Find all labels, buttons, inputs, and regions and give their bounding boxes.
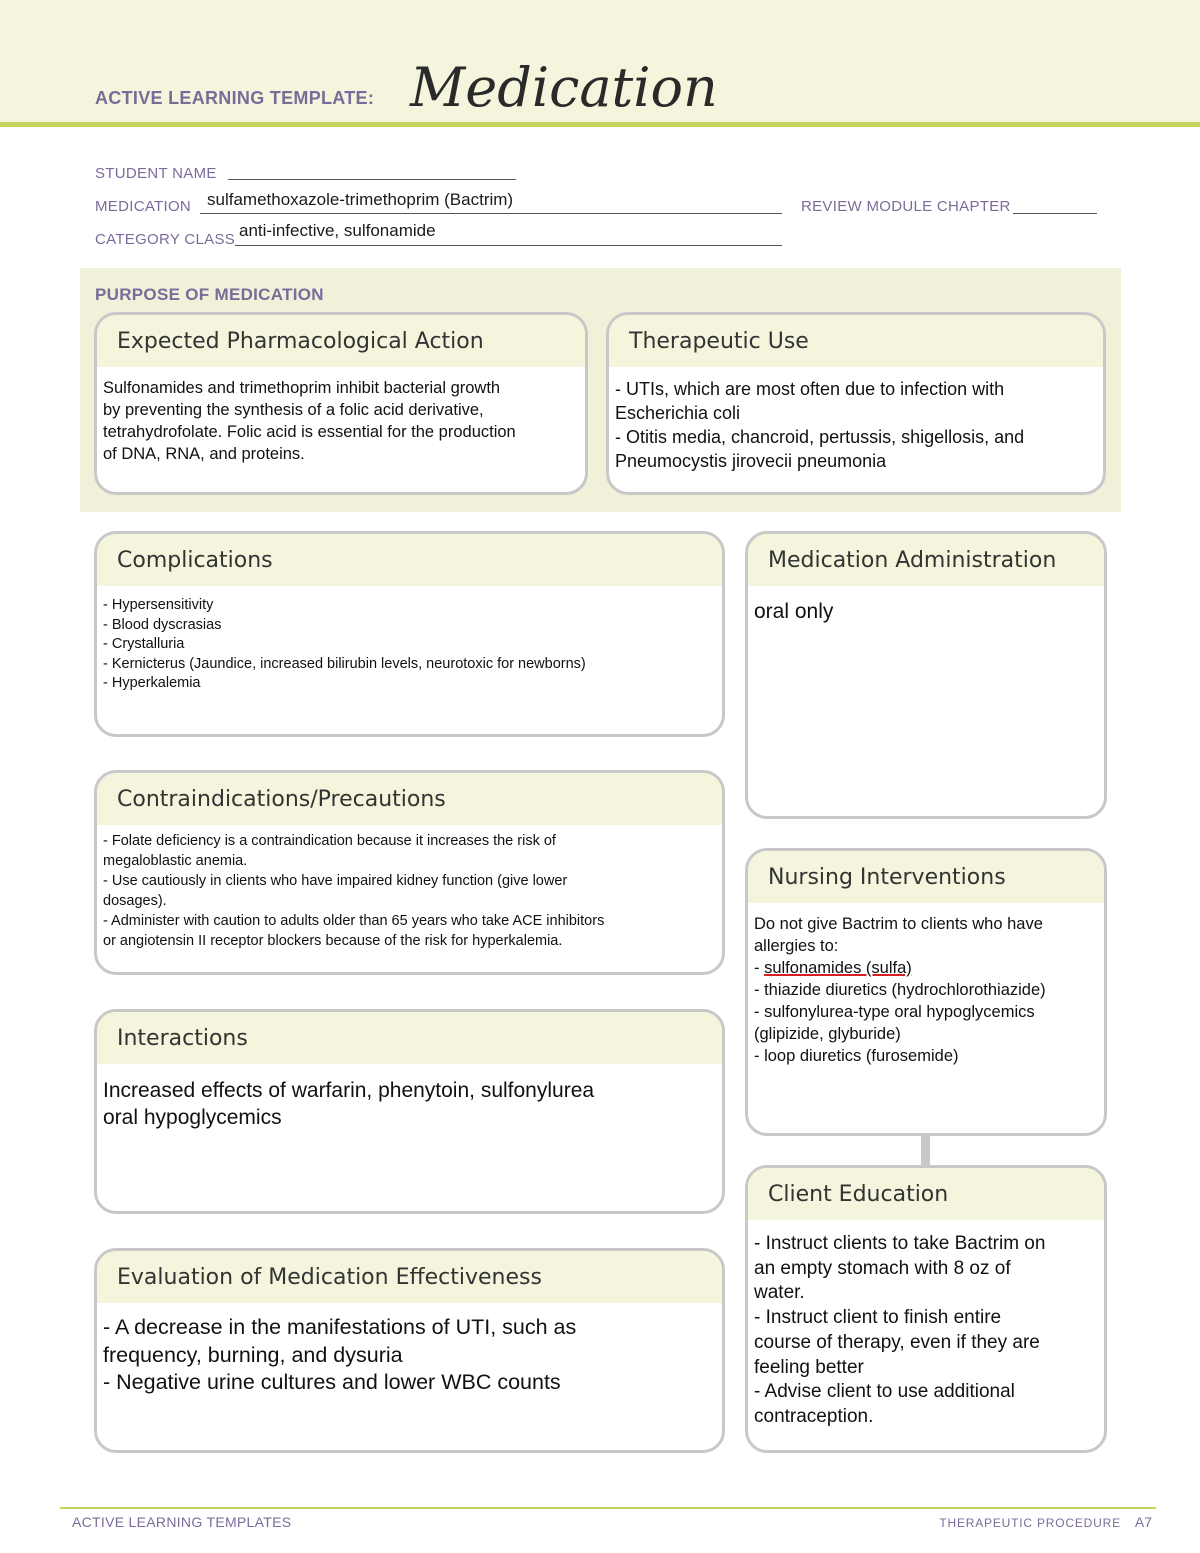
therapeutic-use-title: Therapeutic Use xyxy=(609,315,1103,367)
medication-value: sulfamethoxazole-trimethoprim (Bactrim) xyxy=(207,190,514,209)
footer-right xyxy=(939,1514,1152,1530)
footer-right-label: THERAPEUTIC PROCEDURE xyxy=(939,1516,1121,1530)
client-education-line: feeling better xyxy=(754,1356,864,1378)
therapeutic-use-line: Escherichia coli xyxy=(615,403,741,423)
client-education-line: an empty stomach with 8 oz of xyxy=(754,1257,1011,1279)
administration-card xyxy=(745,531,1107,819)
therapeutic-use-line: - Otitis media, chancroid, pertussis, shigellosis, and xyxy=(615,427,1025,447)
expected-action-line: Sulfonamides and trimethoprim inhibit bacterial growth xyxy=(103,379,501,397)
footer-divider xyxy=(60,1507,1156,1509)
contraindications-card xyxy=(94,770,725,975)
client-education-title: Client Education xyxy=(748,1168,1104,1220)
nursing-line: - sulfonylurea-type oral hypoglycemics xyxy=(754,1003,1035,1021)
page-title: Medication xyxy=(410,56,718,119)
contraindications-line: - Administer with caution to adults older than 65 years who take ACE inhibitors xyxy=(103,913,605,929)
therapeutic-use-card xyxy=(606,312,1106,495)
client-education-line: - Advise client to use additional xyxy=(754,1381,1015,1403)
complications-line: - Kernicterus (Jaundice, increased bilirubin levels, neurotoxic for newborns) xyxy=(103,655,586,672)
client-education-line: course of therapy, even if they are xyxy=(754,1331,1040,1353)
expected-action-line: tetrahydrofolate. Folic acid is essential for the production xyxy=(103,423,516,441)
therapeutic-use-line: - UTIs, which are most often due to infection with xyxy=(615,379,1005,399)
category-class-label: CATEGORY CLASS xyxy=(95,231,236,248)
therapeutic-use-line: Pneumocystis jirovecii pneumonia xyxy=(615,451,887,471)
complications-line: - Blood dyscrasias xyxy=(103,616,222,633)
expected-action-line: of DNA, RNA, and proteins. xyxy=(103,445,305,463)
contraindications-line: megaloblastic anemia. xyxy=(103,853,248,869)
contraindications-line: or angiotensin II receptor blockers because of the risk for hyperkalemia. xyxy=(103,933,563,949)
complications-title: Complications xyxy=(97,534,722,586)
expected-action-line: by preventing the synthesis of a folic acid derivative, xyxy=(103,401,484,419)
review-module-field[interactable] xyxy=(1013,197,1097,214)
page-number: A7 xyxy=(1134,1514,1152,1530)
student-name-label: STUDENT NAME xyxy=(95,165,217,182)
header-divider xyxy=(0,122,1200,127)
administration-title: Medication Administration xyxy=(748,534,1104,586)
complications-line: - Hyperkalemia xyxy=(103,675,201,691)
nursing-title: Nursing Interventions xyxy=(748,851,1104,903)
interactions-title: Interactions xyxy=(97,1012,722,1064)
contraindications-line: dosages). xyxy=(103,893,167,909)
expected-action-card xyxy=(94,312,588,495)
interactions-card xyxy=(94,1009,725,1214)
card-connector xyxy=(921,1136,930,1166)
evaluation-line: - Negative urine cultures and lower WBC counts xyxy=(103,1370,561,1394)
client-education-line: - Instruct client to finish entire xyxy=(754,1307,1002,1329)
nursing-line: (glipizide, glyburide) xyxy=(754,1025,901,1043)
complications-line: - Crystalluria xyxy=(103,636,185,652)
student-name-field[interactable] xyxy=(228,163,516,180)
client-education-line: contraception. xyxy=(754,1405,874,1427)
evaluation-line: - A decrease in the manifestations of UTI, such as xyxy=(103,1315,577,1339)
evaluation-title: Evaluation of Medication Effectiveness xyxy=(97,1251,722,1303)
contraindications-line: - Folate deficiency is a contraindication because it increases the risk of xyxy=(103,833,556,849)
interactions-line: oral hypoglycemics xyxy=(103,1106,282,1129)
contraindications-line: - Use cautiously in clients who have impaired kidney function (give lower xyxy=(103,873,568,889)
review-module-label: REVIEW MODULE CHAPTER xyxy=(801,198,1011,215)
category-class-value: anti-infective, sulfonamide xyxy=(239,221,436,240)
client-education-line: water. xyxy=(754,1282,805,1304)
nursing-line xyxy=(754,957,1098,979)
sulfonamide-allergy-text: sulfonamides (sulfa) xyxy=(764,959,912,977)
administration-text: oral only xyxy=(754,600,834,623)
interactions-line: Increased effects of warfarin, phenytoin, sulfonylurea xyxy=(103,1079,595,1102)
contraindications-title: Contraindications/Precautions xyxy=(97,773,722,825)
nursing-line: Do not give Bactrim to clients who have xyxy=(754,915,1043,933)
nursing-line: - loop diuretics (furosemide) xyxy=(754,1047,959,1065)
nursing-line-prefix: - xyxy=(754,959,765,977)
evaluation-line: frequency, burning, and dysuria xyxy=(103,1342,403,1367)
nursing-line: allergies to: xyxy=(754,937,839,955)
footer-left-label: ACTIVE LEARNING TEMPLATES xyxy=(72,1514,292,1530)
client-education-line: - Instruct clients to take Bactrim on xyxy=(754,1233,1046,1254)
medication-label: MEDICATION xyxy=(95,198,192,215)
complications-line: - Hypersensitivity xyxy=(103,597,214,613)
client-education-card xyxy=(745,1165,1107,1453)
template-label: ACTIVE LEARNING TEMPLATE: xyxy=(95,88,375,108)
nursing-card xyxy=(745,848,1107,1136)
complications-card xyxy=(94,531,725,737)
expected-action-title: Expected Pharmacological Action xyxy=(97,315,585,367)
purpose-label: PURPOSE OF MEDICATION xyxy=(95,285,324,304)
evaluation-card xyxy=(94,1248,725,1453)
nursing-line: - thiazide diuretics (hydrochlorothiazide) xyxy=(754,981,1046,999)
